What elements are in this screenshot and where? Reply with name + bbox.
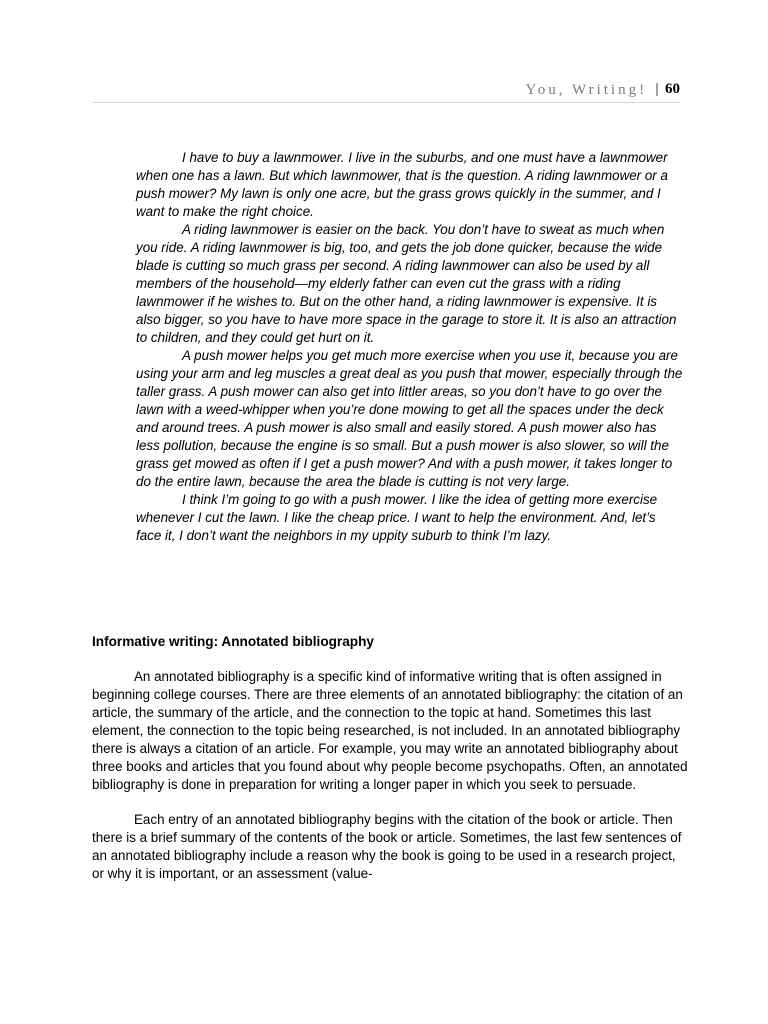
essay-paragraph: I think I’m going to go with a push mower. I like the idea of getting more exercise whenever I cut the lawn. I like the cheap price. I want to help the environment. And, let’s face it, I don’t want the neighbors in my uppity suburb to think I’m lazy. <box>136 492 658 543</box>
page-number: 60 <box>665 81 680 97</box>
essay-paragraph: A riding lawnmower is easier on the back. You don’t have to sweat as much when you ride. A riding lawnmower is big, too, and gets the job done quicker, because the wide blade is cutting so much grass per second. A riding lawnmower can also be used by all members of the household—my elderly father can even cut the grass with a riding lawnmower if he wishes to. But on the other hand, a riding lawnmower is expensive. It is also bigger, so you have to have more space in the garage to store it. It is also an attraction to children, and they could get hurt on it. <box>136 222 677 345</box>
example-essay <box>136 149 683 545</box>
essay-paragraph: A push mower helps you get much more exercise when you use it, because you are using your arm and leg muscles a great deal as you push that mower, especially through the taller grass. A push mower can also get into littler areas, so you don’t have to go over the lawn with a weed-whipper when you’re done mowing to get all the spaces under the deck and around trees. A push mower is also small and easily stored. A push mower also has less pollution, because the engine is so small. But a push mower is also slower, so will the grass get mowed as often if I get a push mower? And with a push mower, it takes longer to do the entire lawn, because the area the blade is cutting is not very large. <box>136 348 683 489</box>
book-title: You, Writing! <box>525 82 648 98</box>
annotated-bibliography-section <box>92 633 688 900</box>
body-paragraph: Each entry of an annotated bibliography begins with the citation of the book or article. Then there is a brief summary of the contents of the book or article. Sometimes, the last few sentences of an annotated bibliography include a reason why the book is going to be used in a research project, or why it is important, or an assessment (value- <box>92 812 682 881</box>
essay-paragraph: I have to buy a lawnmower. I live in the suburbs, and one must have a lawnmower when one has a lawn. But which lawnmower, that is the question. A riding lawnmower or a push mower? My lawn is only one acre, but the grass grows quickly in the summer, and I want to make the right choice. <box>136 150 668 219</box>
body-paragraph: An annotated bibliography is a specific kind of informative writing that is often assigned in beginning college courses. There are three elements of an annotated bibliography: the citation of an article, the summary of the article, and the connection to the topic at hand. Sometimes this last element, the connection to the topic being researched, is not included. In an annotated bibliography there is always a citation of an article. For example, you may write an annotated bibliography about three books and articles that you found about why people become psychopaths. Often, an annotated bibliography is done in preparation for writing a longer paper in which you seek to persuade. <box>92 669 688 792</box>
header-separator: | <box>655 81 659 97</box>
section-heading: Informative writing: Annotated bibliography <box>92 634 374 649</box>
running-header <box>92 80 680 103</box>
